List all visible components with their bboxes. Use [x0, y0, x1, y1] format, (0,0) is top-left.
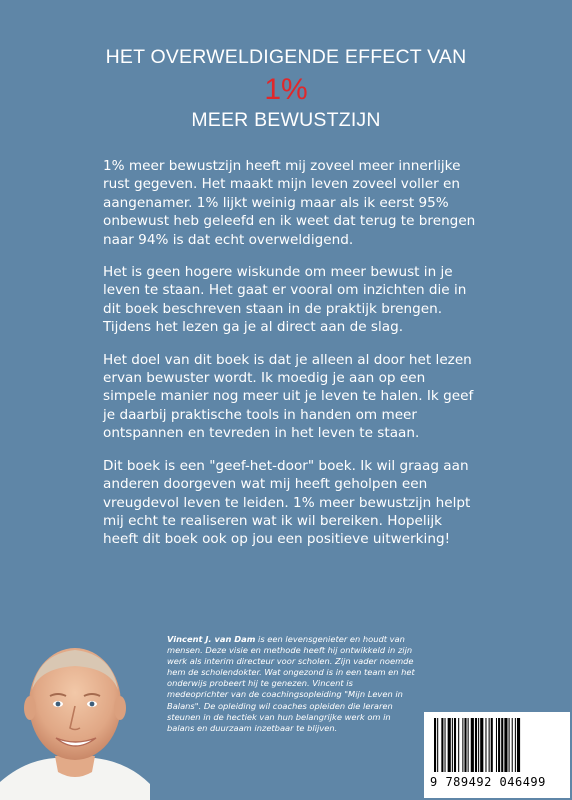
isbn-digits: 9 789492 046499	[430, 775, 546, 789]
barcode-bar	[509, 718, 510, 772]
barcode-bar	[496, 718, 497, 772]
title-line-1: HET OVERWELDIGENDE EFFECT VAN	[105, 46, 467, 68]
author-bio	[167, 634, 415, 734]
barcode-bar	[464, 718, 466, 772]
barcode-bar	[501, 718, 503, 772]
barcode-bar	[448, 718, 451, 772]
barcode-bar	[441, 718, 443, 772]
barcode-bar	[480, 718, 483, 772]
blurb-paragraph-4: Dit boek is een "geef-het-door" boek. Ik wil graag aan anderen doorgeven wat mij heeft geholpen een vreugdevol leven te leiden. 1% meer bewustzijn helpt mij echt te realiseren wat ik wil bereiken. Hopelijk heeft dit boek ook op jou een positieve uitwerking!	[103, 457, 471, 548]
blurb-text	[103, 157, 478, 563]
barcode-bar	[458, 718, 459, 772]
barcode-bar	[504, 718, 507, 772]
barcode-bar	[437, 718, 438, 772]
barcode-bar	[452, 718, 453, 772]
blurb-paragraph-3: Het doel van dit boek is dat je alleen al door het lezen ervan bewuster wordt. Ik moedig je aan op een simpele manier nog meer uit je leven te halen. Ik geef je daarbij praktische tools in handen om meer ontspannen en tevreden in het leven te staan.	[103, 351, 474, 442]
author-photo	[0, 632, 150, 800]
barcode-bar	[489, 718, 490, 772]
cover-title	[0, 46, 572, 132]
barcode-bar	[491, 718, 493, 772]
barcode-bar	[445, 718, 446, 772]
barcode-bar	[468, 718, 469, 772]
author-bio-text: is een levensgenieter en houdt van mensen. Deze visie en methode heeft hij ontwikkeld in zijn werk als interim directeur voor scholen. Zijn vader noemde hem de scholendokter. Wat ongezond is in een team en het onderwijs probeert hij te genezen. Vincent is medeoprichter van de coachingsopleiding "Mijn Leven in Balans". De opleiding wil coaches opleiden die leraren steunen in de hectiek van hun belangrijke werk om in balans en duurzaam inzetbaar te blijven.	[167, 634, 415, 733]
barcode-bar	[498, 718, 500, 772]
barcode-bar	[462, 718, 463, 772]
isbn-barcode	[424, 712, 570, 798]
barcode-bar	[475, 718, 477, 772]
barcode-bar	[478, 718, 479, 772]
blurb-paragraph-2: Het is geen hogere wiskunde om meer bewust in je leven te staan. Het gaat er vooral om inzichten die in dit boek beschreven staan in de praktijk brengen. Tijdens het lezen ga je al direct aan de slag.	[103, 264, 467, 336]
blurb-paragraph-1: 1% meer bewustzijn heeft mij zoveel meer innerlijke rust gegeven. Het maakt mijn leven zoveel voller en aangenamer. 1% lijkt weinig maar als ik eerst 95% onbewust heb geleefd en ik weet dat terug te brengen naar 94% is dat echt overweldigend.	[103, 158, 476, 248]
author-name: Vincent J. van Dam	[167, 634, 256, 644]
barcode-bar	[485, 718, 486, 772]
barcode-bar	[434, 718, 436, 772]
barcode-bar	[512, 718, 513, 772]
barcode-bar	[454, 718, 456, 772]
title-accent-percentage: 1%	[264, 73, 308, 106]
barcode-bars	[424, 712, 570, 774]
barcode-bar	[517, 718, 520, 772]
barcode-bar	[471, 718, 474, 772]
title-line-2: MEER BEWUSTZIJN	[191, 109, 381, 131]
barcode-bar	[515, 718, 516, 772]
